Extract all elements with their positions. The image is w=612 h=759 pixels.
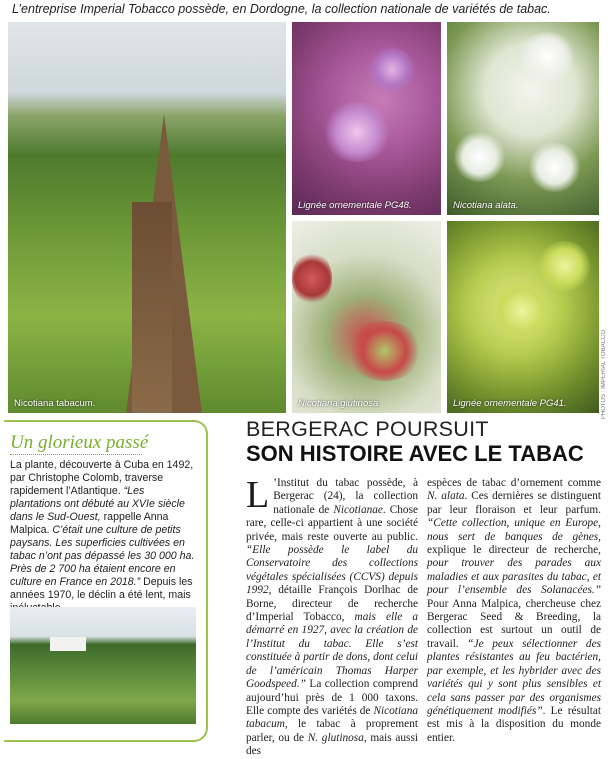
col1-c: “Elle possède le label du Conservatoire des collections végétales spécialisées (CCVS) depuis 1992, <box>246 544 418 597</box>
col1-d: détaille François Dorlhac de Borne, directeur de recherche d’Imperial Tobacco, <box>246 584 418 624</box>
sidebar-quote2: C’était une culture de petits paysans. Les superficies cultivées en tabac n’ont pas dépassé les 30 000 ha. Près de 2 700 ha étaient encore en culture en France en 2018.” <box>10 524 195 588</box>
col1-a: ’Institut du tabac possède, à Bergerac (24), la collection nationale de <box>273 477 418 516</box>
green-flower-shape <box>487 281 557 341</box>
glutinosa-flower-photo <box>292 221 441 413</box>
glut-photo-label: Nicotiana glutinosa. <box>298 398 381 409</box>
pink-photo-label: Lignée ornementale PG48. <box>298 200 412 211</box>
col2-g: “Je peux sélectionner des plantes résistantes au feu bactérien, par exemple, et les hybrider avec des variétés qui y sont plus sensibles et cela sans passer par des organismes génétiquement modifiés” <box>427 637 601 717</box>
red-flower-shape <box>292 251 332 306</box>
headline-line2: SON HISTOIRE AVEC LE TABAC <box>246 441 584 466</box>
col2-d: explique le directeur de recherche, <box>427 544 601 557</box>
col2-h: . Le résultat est mis à la disposition du monde entier. <box>427 704 602 744</box>
pink-flower-photo <box>292 22 441 215</box>
dropcap: L <box>246 474 270 516</box>
col2-c: “Cette collection, unique en Europe, nous sert de banques de gènes, <box>427 517 601 543</box>
col1-g-it: N. glutinosa <box>307 731 364 744</box>
col1-b: . Chose rare, celle-ci appartient à une société privée, mais reste ouverte au public. <box>246 503 418 543</box>
red-flower-shape-2 <box>347 321 422 381</box>
col1-h: , mais aussi des <box>246 731 418 758</box>
field-photo-label: Nicotiana tabacum. <box>14 398 96 409</box>
col1-e: mais elle a démarré en 1927, avec la création de l’Institut du tabac. Elle s’est constituée à partir de dons, dont celui de l’américain Thomas Harper Goodspeed.” <box>246 611 418 691</box>
col1-a-it: Nicotianae <box>333 503 383 516</box>
col2-b: . Ces dernières se distinguent par leur floraison et leur parfum. <box>427 490 601 516</box>
sidebar-p2: Depuis les années 1970, le déclin a été lent, mais <box>10 576 193 601</box>
field-path-soil <box>132 202 172 413</box>
col2-e: pour trouver des parades aux maladies et aux parasites du tabac, et pour l’ensemble des Solanacées.” <box>427 557 601 597</box>
estate-photo <box>10 607 196 724</box>
green-flower-photo <box>447 221 599 413</box>
headline-line1: BERGERAC POURSUIT <box>246 417 489 441</box>
green-photo-label: Lignée ornementale PG41. <box>453 398 567 409</box>
pink-flower-shape <box>322 102 392 162</box>
sidebar-text <box>10 459 198 615</box>
sidebar-title: Un glorieux passé <box>10 432 149 453</box>
sidebar-divider <box>10 454 142 455</box>
white-photo-label: Nicotiana alata. <box>453 200 519 211</box>
green-flower-shape-2 <box>537 241 592 291</box>
sidebar-p1: La plante, découverte à Cuba en 1492, par Christophe Colomb, traverse rapidement l’Atlantique. <box>10 459 194 497</box>
tobacco-field-photo <box>8 22 286 413</box>
col2-a-it: N. alata <box>427 490 465 503</box>
white-flower-shape <box>517 32 577 82</box>
sidebar-quote1: “Les plantations ont débuté au XVIe siècle dans le Sud-Ouest, <box>10 485 185 523</box>
estate-house <box>50 637 86 651</box>
white-flower-shape-2 <box>452 132 507 182</box>
pink-flower-shape-2 <box>367 47 417 92</box>
col1-g: , le tabac à proprement parler, ou de <box>246 718 418 744</box>
top-caption: L’entreprise Imperial Tobacco possède, en Dordogne, la collection nationale de variétés de tabac. <box>12 2 551 16</box>
col2-a: espèces de tabac d’ornement comme <box>427 477 601 489</box>
col2-f: Pour Anna Malpica, chercheuse chez Bergerac Seed & Breeding, la collection est surtout un outil de travail. <box>427 597 601 650</box>
col1-f-it: Nicotiana tabacum <box>246 704 418 731</box>
sidebar-p1b: rappelle Anna Malpica. <box>10 511 169 536</box>
article-column-1 <box>246 474 418 759</box>
article-column-2 <box>427 477 601 745</box>
col1-f: La collection comprend aujourd’hui près de 1 000 taxons. Elle compte des variétés de <box>246 678 418 717</box>
white-flower-shape-3 <box>527 142 582 192</box>
white-flower-photo <box>447 22 599 215</box>
photo-credit: PHOTOS : IMPERIAL TOBACCO <box>601 330 607 420</box>
